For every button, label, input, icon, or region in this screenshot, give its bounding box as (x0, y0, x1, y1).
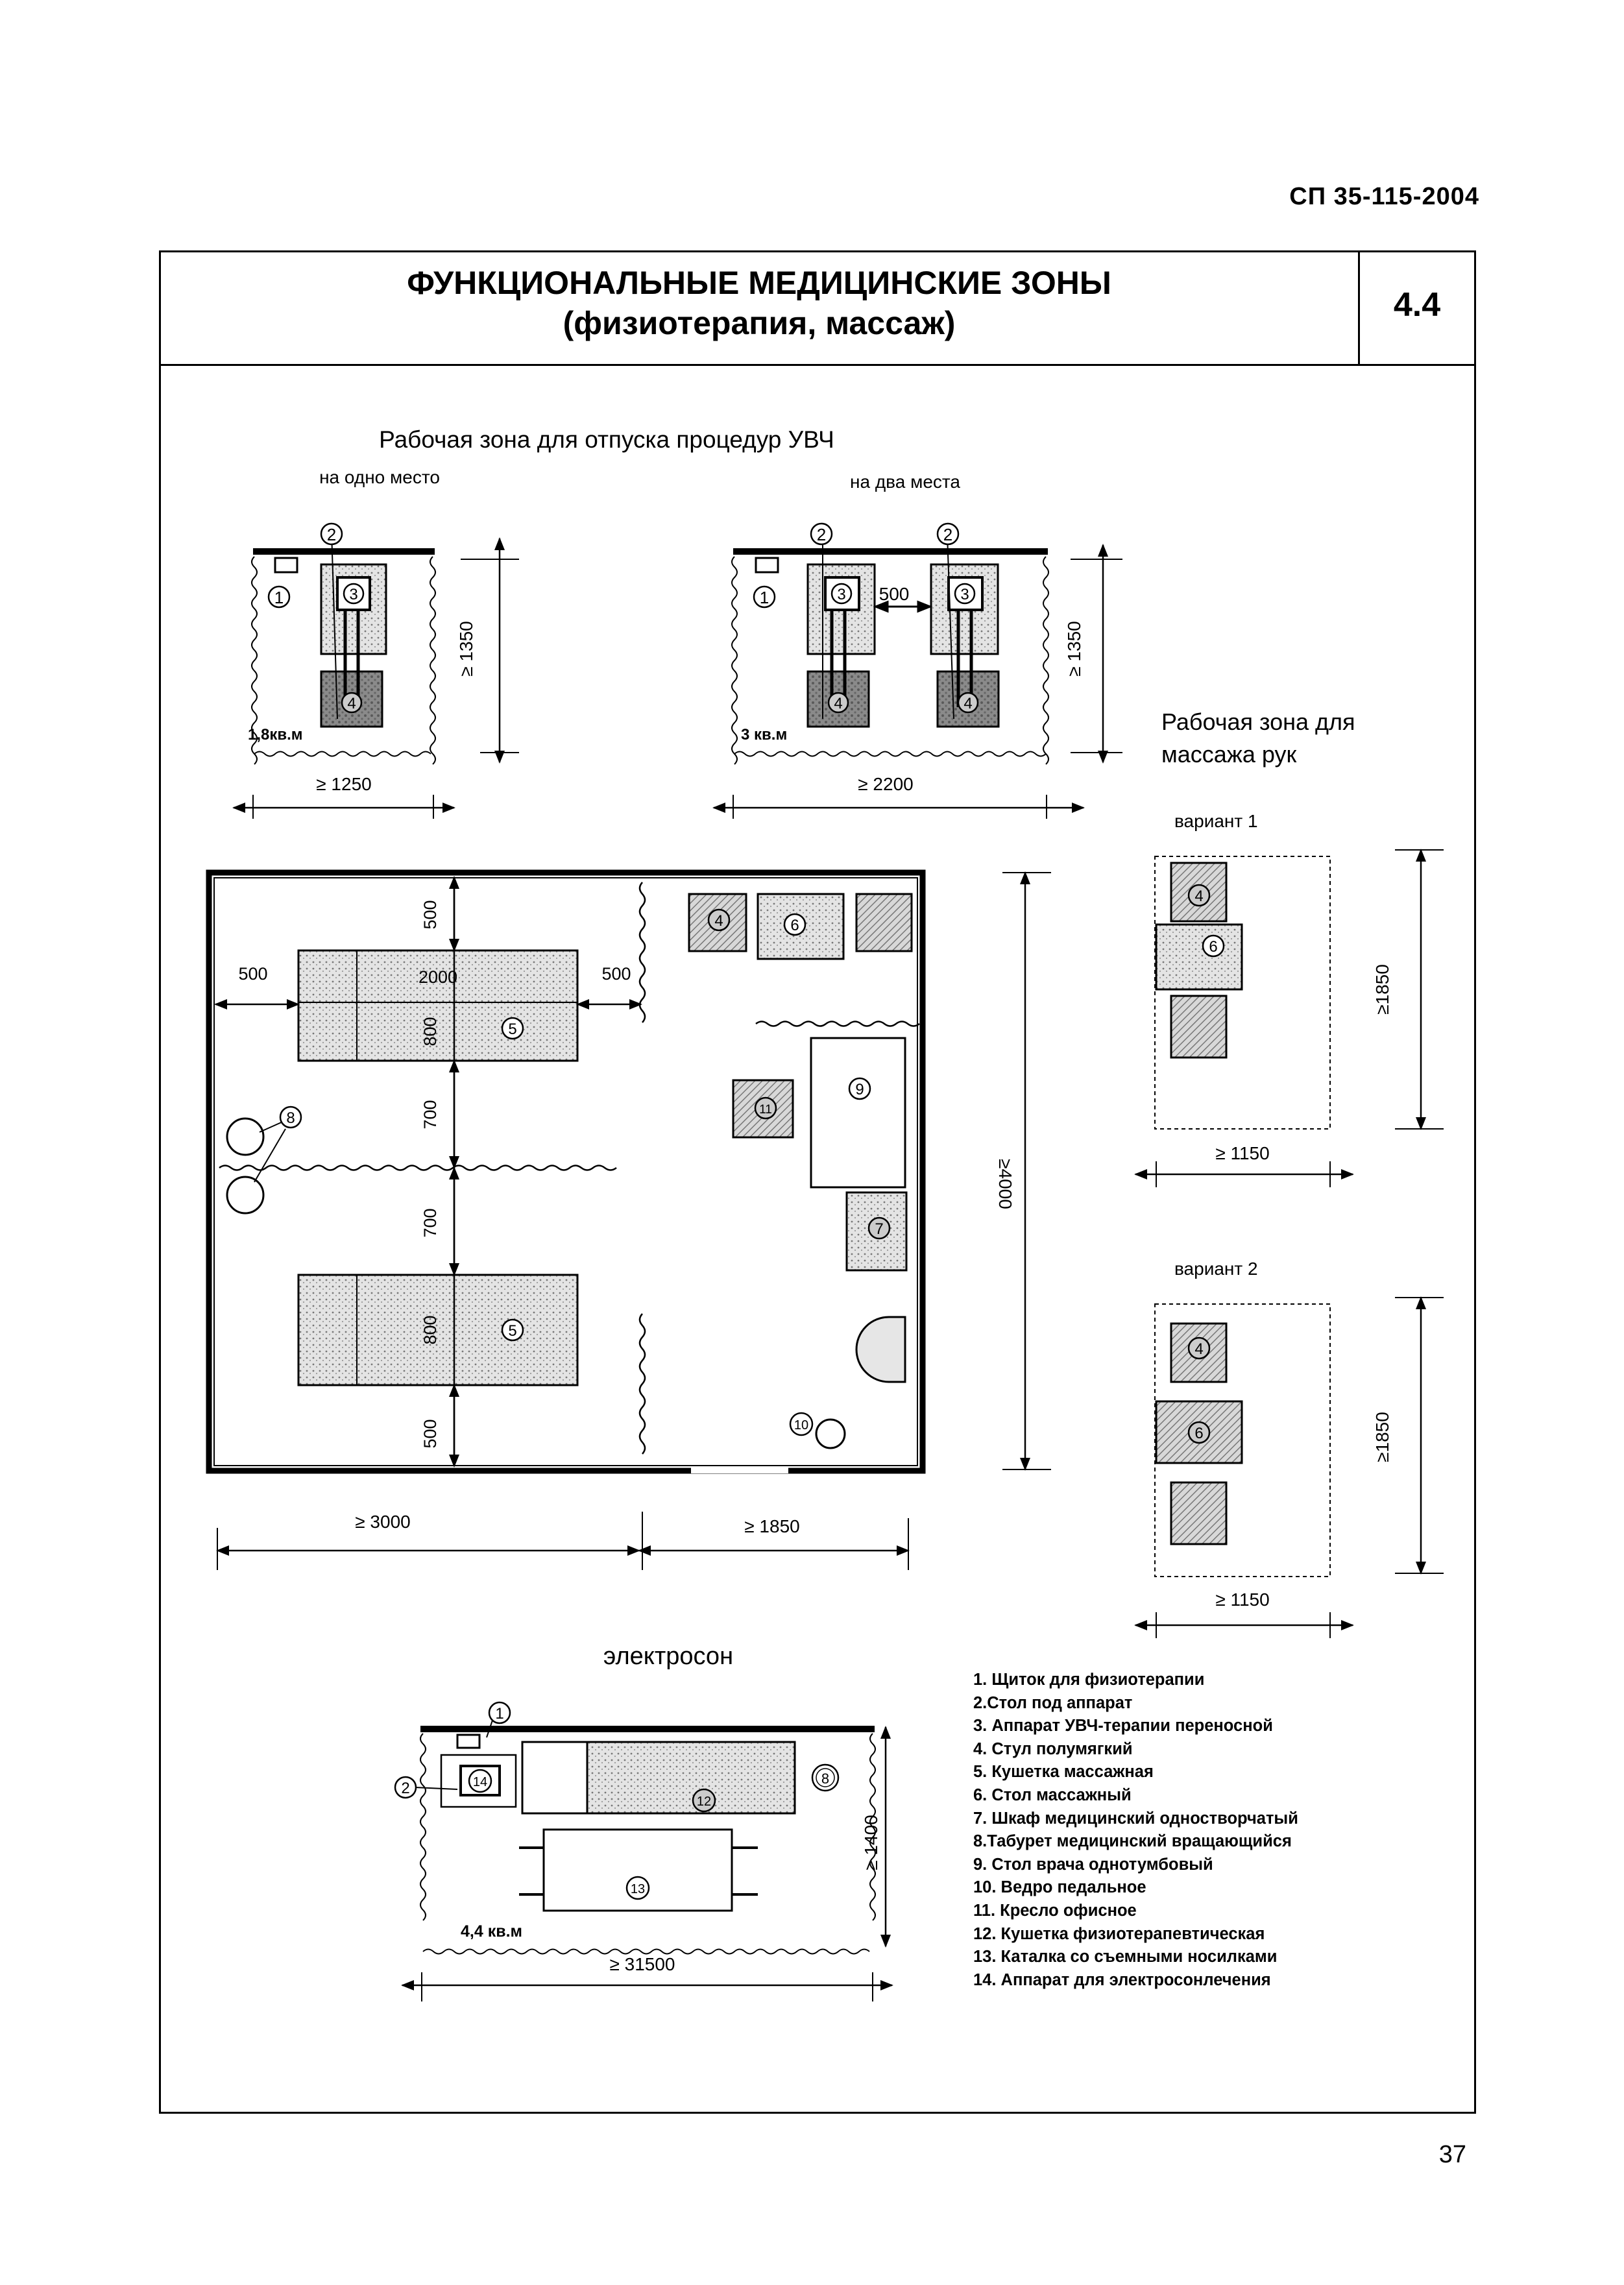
marker-12-es (693, 1789, 715, 1811)
marker-10-room (790, 1413, 812, 1435)
legend-item: 12. Кушетка физиотерапевтическая (973, 1924, 1265, 1943)
marker-6-v1 (1203, 936, 1224, 956)
svg-text:2: 2 (816, 525, 827, 544)
svg-text:6: 6 (1209, 938, 1218, 956)
svg-text:800: 800 (420, 1315, 440, 1345)
marker-4-a (342, 693, 361, 712)
svg-text:500: 500 (238, 964, 268, 984)
legend-item: 9. Стол врача однотумбовый (973, 1855, 1213, 1874)
svg-text:4: 4 (1194, 1340, 1204, 1358)
marker-1-a (269, 586, 289, 607)
hand-massage-title-2: массажа рук (1161, 741, 1297, 768)
marker-7-room (869, 1218, 890, 1239)
marker-4-room (709, 910, 729, 930)
marker-4-b (829, 693, 848, 712)
uhf-two-places-label: на два места (850, 472, 960, 492)
marker-11-room (755, 1098, 776, 1118)
marker-3-c (955, 584, 975, 603)
uhf-one-width-dim (234, 774, 454, 819)
svg-text:≥ 2200: ≥ 2200 (858, 774, 914, 794)
legend (973, 1669, 1388, 1992)
svg-text:5: 5 (508, 1021, 517, 1038)
marker-1-b (754, 586, 775, 607)
svg-text:10: 10 (794, 1418, 809, 1433)
legend-item: 14. Аппарат для электросонлечения (973, 1970, 1271, 1989)
marker-6-room (784, 914, 805, 935)
marker-8-es (812, 1765, 838, 1791)
svg-text:2: 2 (943, 525, 953, 544)
svg-text:8: 8 (286, 1109, 295, 1127)
svg-text:≥ 1350: ≥ 1350 (456, 621, 476, 677)
svg-text:≥ 1150: ≥ 1150 (1215, 1590, 1270, 1610)
svg-text:500: 500 (420, 900, 440, 930)
svg-text:1: 1 (274, 588, 284, 607)
marker-5-room-a (502, 1018, 523, 1039)
svg-text:4: 4 (834, 695, 843, 712)
svg-text:≥1850: ≥1850 (1372, 1412, 1392, 1462)
svg-text:700: 700 (420, 1208, 440, 1238)
svg-text:3: 3 (837, 586, 846, 603)
svg-text:≥1850: ≥1850 (1372, 964, 1392, 1015)
marker-13-es (627, 1877, 649, 1899)
sheet-title-line2: (физиотерапия, массаж) (563, 305, 956, 341)
marker-14-es (469, 1770, 491, 1792)
uhf-title: Рабочая зона для отпуска процедур УВЧ (379, 426, 834, 453)
uhf-one-depth-dim (456, 538, 519, 762)
legend-item: 2.Стол под аппарат (973, 1693, 1133, 1712)
svg-text:≥ 1850: ≥ 1850 (744, 1516, 800, 1536)
marker-5-room-b (502, 1320, 523, 1340)
svg-text:4: 4 (1194, 888, 1204, 905)
svg-text:4: 4 (347, 695, 356, 712)
marker-2-es (395, 1777, 416, 1798)
legend-item: 3. Аппарат УВЧ-терапии переносной (973, 1717, 1273, 1735)
uhf-two-area: 3 кв.м (741, 726, 788, 744)
page-number: 37 (1438, 2141, 1466, 2168)
svg-text:3: 3 (349, 586, 358, 603)
svg-text:3: 3 (960, 586, 969, 603)
variant-1-plan (1155, 856, 1330, 1129)
electrosleep-area: 4,4 кв.м (461, 1922, 523, 1940)
electrosleep-plan (415, 1711, 875, 1954)
svg-text:5: 5 (508, 1322, 517, 1340)
svg-text:14: 14 (472, 1775, 488, 1789)
marker-1-es (489, 1702, 510, 1723)
uhf-one-area: 1,8кв.м (248, 726, 303, 744)
marker-2-a (321, 524, 342, 544)
svg-text:≥ 1250: ≥ 1250 (316, 774, 372, 794)
legend-item: 7. Шкаф медицинский одностворчатый (973, 1809, 1298, 1828)
svg-text:500: 500 (601, 964, 631, 984)
svg-text:≥ 3000: ≥ 3000 (355, 1512, 411, 1532)
legend-item: 4. Стул полумягкий (973, 1739, 1133, 1758)
massage-room-walls (209, 873, 923, 1473)
hand-massage-title-1: Рабочая зона для (1161, 708, 1355, 735)
svg-text:1: 1 (759, 588, 770, 607)
svg-text:≥ 1350: ≥ 1350 (1064, 621, 1084, 677)
variant-2-label: вариант 2 (1174, 1259, 1258, 1279)
svg-text:4: 4 (963, 695, 973, 712)
legend-item: 11. Кресло офисное (973, 1901, 1137, 1920)
marker-4-v2 (1189, 1338, 1209, 1359)
svg-text:≥ 1150: ≥ 1150 (1215, 1143, 1270, 1163)
svg-text:13: 13 (630, 1882, 646, 1896)
svg-text:800: 800 (420, 1017, 440, 1046)
section-number: 4.4 (1393, 286, 1441, 324)
document-code: СП 35-115-2004 (1289, 183, 1479, 210)
variant-2-plan (1155, 1304, 1330, 1577)
svg-text:4: 4 (714, 912, 723, 930)
marker-4-c (958, 693, 978, 712)
legend-item: 13. Каталка со съемными носилками (973, 1948, 1278, 1966)
svg-text:≥ 31500: ≥ 31500 (609, 1954, 675, 1974)
svg-text:11: 11 (759, 1103, 772, 1117)
svg-text:8: 8 (821, 1771, 830, 1787)
marker-8-room (280, 1107, 301, 1128)
svg-text:≥4000: ≥4000 (995, 1159, 1015, 1209)
marker-3-a (344, 584, 363, 603)
svg-text:6: 6 (790, 917, 799, 934)
legend-item: 10. Ведро педальное (973, 1878, 1146, 1897)
uhf-one-place-label: на одно место (319, 467, 440, 487)
svg-text:6: 6 (1194, 1425, 1204, 1442)
marker-2-c (938, 524, 958, 544)
legend-item: 1. Щиток для физиотерапии (973, 1671, 1205, 1689)
svg-text:700: 700 (420, 1100, 440, 1130)
legend-item: 6. Стол массажный (973, 1785, 1132, 1804)
marker-9-room (849, 1078, 870, 1099)
uhf-two-gap-dim: 500 (879, 584, 910, 604)
marker-3-b (832, 584, 851, 603)
svg-text:2000: 2000 (418, 967, 458, 987)
uhf-two-depth-dim (1064, 545, 1122, 762)
uhf-two-width-dim (714, 774, 1084, 819)
svg-text:7: 7 (875, 1220, 884, 1238)
marker-6-v2 (1189, 1422, 1209, 1443)
legend-item: 8.Табурет медицинский вращающийся (973, 1832, 1292, 1851)
svg-text:2: 2 (401, 1780, 410, 1797)
svg-text:500: 500 (420, 1419, 440, 1449)
svg-text:12: 12 (696, 1795, 712, 1809)
svg-text:2: 2 (326, 525, 337, 544)
svg-text:1: 1 (495, 1705, 504, 1723)
marker-4-v1 (1189, 885, 1209, 906)
svg-text:≥ 1400: ≥ 1400 (861, 1815, 881, 1870)
marker-2-b (811, 524, 832, 544)
sheet-title-line1: ФУНКЦИОНАЛЬНЫЕ МЕДИЦИНСКИЕ ЗОНЫ (407, 265, 1111, 301)
svg-text:9: 9 (855, 1081, 864, 1098)
variant-1-label: вариант 1 (1174, 811, 1258, 831)
legend-item: 5. Кушетка массажная (973, 1763, 1154, 1782)
electrosleep-title: электросон (603, 1643, 734, 1670)
